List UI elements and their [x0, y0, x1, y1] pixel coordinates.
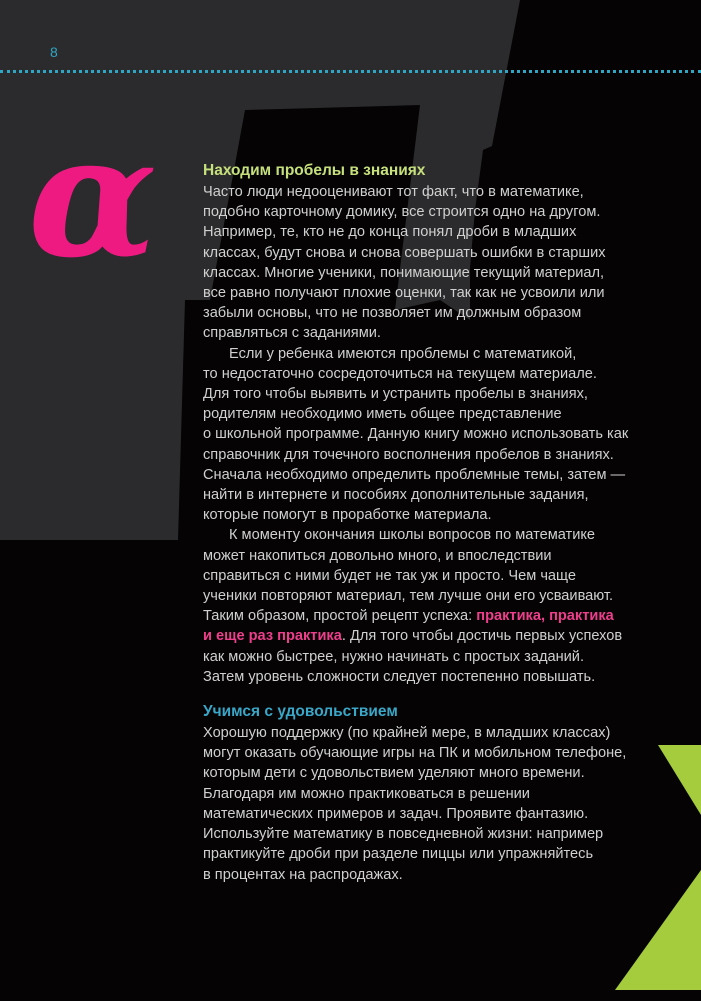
paragraph	[203, 525, 653, 687]
x-glyph-lower-arm	[615, 870, 701, 990]
paragraph	[203, 344, 653, 526]
paragraph	[203, 182, 653, 344]
article-body	[203, 160, 653, 885]
dotted-divider	[0, 70, 701, 73]
text-line: ученики повторяют материал, тем лучше они его усваивают.	[203, 588, 614, 605]
text-line: Таким образом, простой рецепт успеха:	[203, 608, 477, 625]
text-line: Используйте математику в повседневной жизни: например	[203, 826, 604, 843]
highlight-practice-again: и еще раз практика	[203, 628, 342, 645]
text-line: о школьной программе. Данную книгу можно использовать как	[203, 426, 629, 443]
x-glyph-upper-arm	[658, 745, 701, 815]
text-line: которые помогут в проработке материала.	[203, 507, 492, 524]
text-line: классах. Многие ученики, понимающие текущий материал,	[203, 264, 605, 281]
text-line: Затем уровень сложности следует постепенно повышать.	[203, 668, 596, 685]
text-line: найти в интернете и пособиях дополнительные задания,	[203, 487, 589, 504]
page-number: 8	[50, 44, 58, 60]
text-line: Например, те, кто не до конца понял дроби в младших	[203, 224, 577, 241]
alpha-symbol-icon: α	[28, 97, 158, 295]
text-line: в процентах на распродажах.	[203, 866, 403, 883]
text-line: Часто люди недооценивают тот факт, что в математике,	[203, 184, 584, 200]
text-line: . Для того чтобы достичь первых успехов	[341, 628, 623, 645]
text-line: Благодаря им можно практиковаться в решении	[203, 785, 530, 802]
text-line: которым дети с удовольствием уделяют много времени.	[203, 765, 585, 782]
paragraph	[203, 723, 653, 885]
text-line: К моменту окончания школы вопросов по математике	[229, 527, 596, 544]
text-line: забыли основы, что не позволяет им должным образом	[203, 305, 582, 322]
text-line: то недостаточно сосредоточиться на текущем материале.	[203, 365, 597, 382]
text-line: классах, будут снова и снова совершать ошибки в старших	[203, 244, 606, 261]
text-line: родителям необходимо иметь общее представление	[203, 406, 562, 423]
text-line: Хорошую поддержку (по крайней мере, в младших классах)	[203, 725, 611, 742]
text-line: Если у ребенка имеются проблемы с математикой,	[229, 345, 577, 362]
text-line: все равно получают плохие оценки, так как не усвоили или	[203, 285, 605, 302]
text-line: справиться с ними будет не так уж и просто. Чем чаще	[203, 567, 576, 584]
text-line: подобно карточному домику, все строится одно на другом.	[203, 204, 601, 221]
text-line: Сначала необходимо определить проблемные темы, затем —	[203, 466, 626, 483]
text-line: Для того чтобы выявить и устранить пробелы в знаниях,	[203, 386, 588, 403]
text-line: справляться с заданиями.	[203, 325, 381, 342]
text-line: практикуйте дроби при разделе пиццы или упражняйтесь	[203, 846, 594, 863]
section-heading-fun-learning: Учимся с удовольствием	[203, 703, 398, 721]
highlight-practice: практика, практика	[476, 608, 614, 625]
text-line: справочник для точечного восполнения пробелов в знаниях.	[203, 446, 614, 463]
text-line: может накопиться довольно много, и впоследствии	[203, 547, 552, 564]
text-line: как можно быстрее, нужно начинать с простых заданий.	[203, 648, 585, 665]
section-heading-gaps: Находим пробелы в знаниях	[203, 162, 426, 179]
text-line: математических примеров и задач. Проявите фантазию.	[203, 805, 589, 822]
text-line: могут оказать обучающие игры на ПК и мобильном телефоне,	[203, 745, 627, 762]
